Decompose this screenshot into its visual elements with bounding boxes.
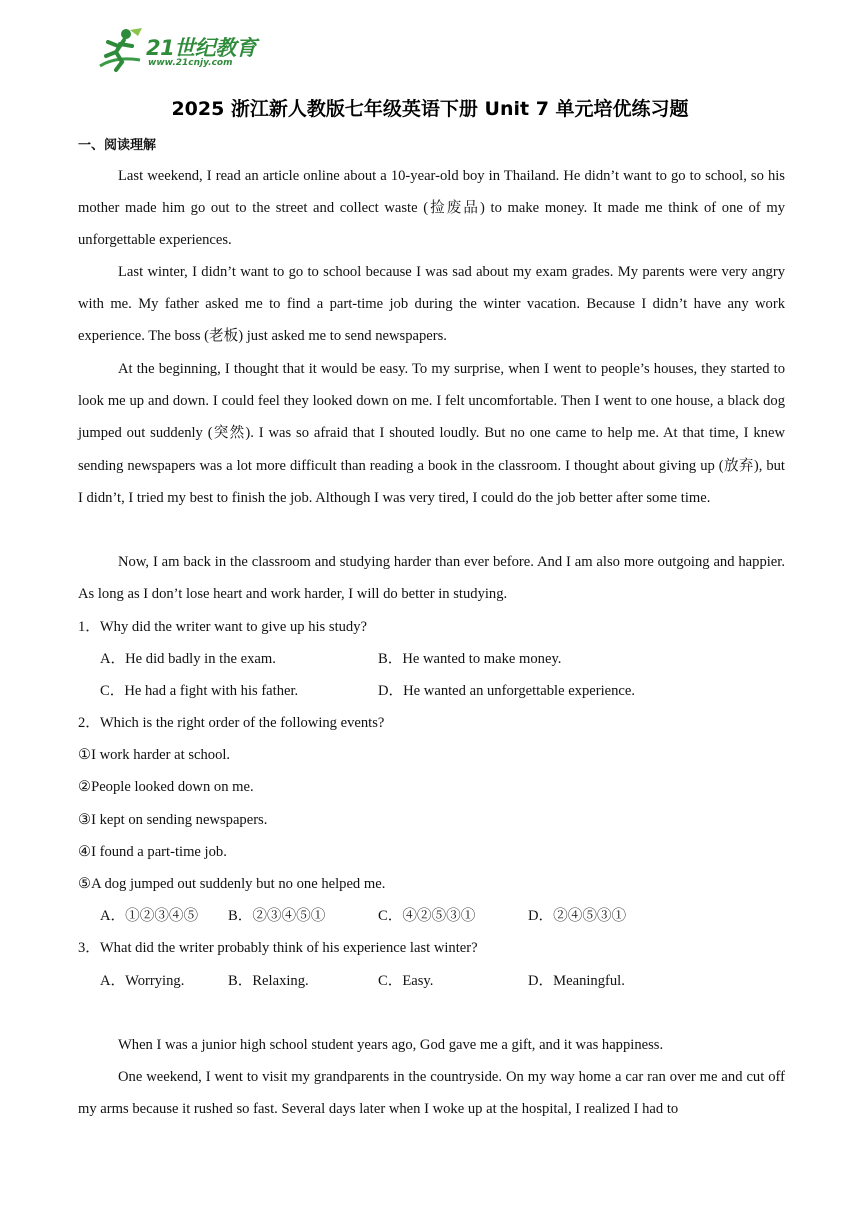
event-item: ②People looked down on me. [78, 779, 254, 795]
question-stem: 1．Why did the writer want to give up his study? [78, 619, 367, 635]
answer-option: D．Meaningful. [528, 973, 625, 989]
answer-option: B．②③④⑤① [228, 908, 326, 924]
event-item: ④I found a part-time job. [78, 844, 227, 860]
logo-brand: 21世纪教育 [146, 36, 257, 60]
answer-option: A．He did badly in the exam. [100, 651, 276, 667]
answer-option: B．Relaxing. [228, 973, 309, 989]
passage2-paragraph: One weekend, I went to visit my grandparents in the countryside. On my way home a car ran over me and cut off my arms because it rushed so fast. Several days later when I woke up at the hospital, I realized I had to [78, 1069, 785, 1118]
passage1-paragraph: At the beginning, I thought that it would be easy. To my surprise, when I went to people’s houses, they started to look me up and down. I could feel they looked down on me. I felt uncomfortable. Then I went to one house, a black dog jumped out suddenly (突然). I was so afraid that I shouted loudly. But no one came to help me. At that time, I knew sending newspapers was a lot more difficult than reading a book in the classroom. I thought about giving up (放弃), but I didn’t, I tried my best to finish the job. Although I was very tired, I could do the job better after some time. [78, 361, 785, 506]
answer-option: C．④②⑤③① [378, 908, 476, 924]
event-item: ①I work harder at school. [78, 747, 231, 763]
answer-option: B．He wanted to make money. [378, 651, 562, 667]
answer-option: D．He wanted an unforgettable experience. [378, 683, 636, 699]
logo-url: www.21cnjy.com [148, 58, 233, 68]
answer-option: A．Worrying. [100, 973, 185, 989]
page-title: 2025 浙江新人教版七年级英语下册 Unit 7 单元培优练习题 [171, 98, 689, 120]
question-stem: 2．Which is the right order of the following events? [78, 715, 385, 731]
section-heading: 一、阅读理解 [78, 138, 157, 153]
question-stem: 3．What did the writer probably think of his experience last winter? [78, 940, 478, 956]
passage1-paragraph: Last weekend, I read an article online about a 10-year-old boy in Thailand. He didn’t want to go to school, so his mother made him go out to the street and collect waste (捡废品) to make money. It made me think of one of my unforgettable experiences. [78, 168, 785, 249]
passage1-paragraph: Now, I am back in the classroom and studying harder than ever before. And I am also more outgoing and happier. As long as I don’t lose heart and work harder, I will do better in studying. [78, 554, 785, 603]
answer-option: D．②④⑤③① [528, 908, 627, 924]
event-item: ③I kept on sending newspapers. [78, 812, 268, 828]
event-item: ⑤A dog jumped out suddenly but no one helped me. [78, 876, 386, 892]
passage1-paragraph: Last winter, I didn’t want to go to school because I was sad about my exam grades. My parents were very angry with me. My father asked me to find a part-time job during the winter vacation. Because I didn’t have any work experience. The boss (老板) just asked me to send newspapers. [78, 264, 785, 345]
answer-option: C．Easy. [378, 973, 434, 989]
logo [96, 26, 266, 74]
passage2-paragraph: When I was a junior high school student years ago, God gave me a gift, and it was happiness. [118, 1037, 664, 1053]
answer-option: A．①②③④⑤ [100, 908, 199, 924]
runner-logo-icon [96, 26, 146, 74]
answer-option: C．He had a fight with his father. [100, 683, 299, 699]
